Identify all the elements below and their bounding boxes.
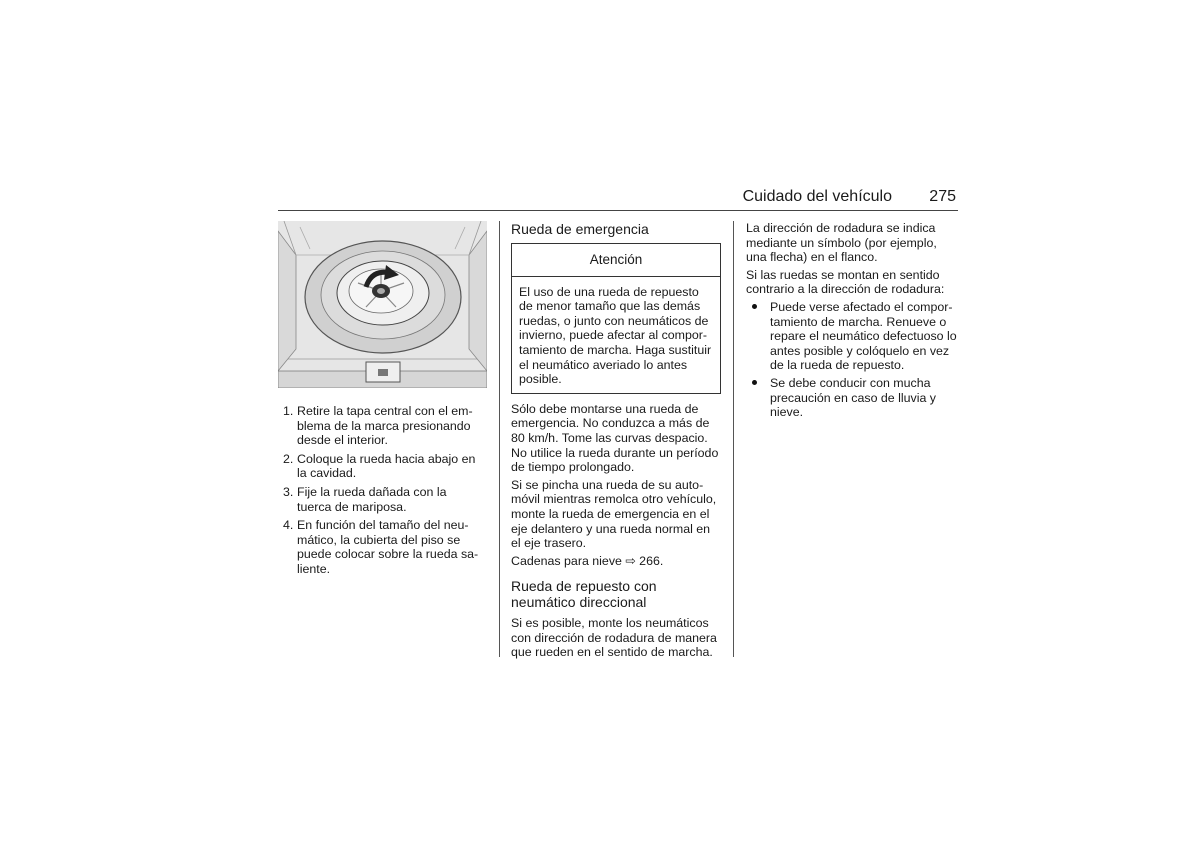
warning-text: El uso de una rueda de repuesto de menor tamaño que las demás ruedas, o junto con neumáticos de invierno, puede afectar al comportamiento de marcha. Haga sustituir el neumático averiado lo antes posible. xyxy=(519,284,712,387)
column-divider-right xyxy=(733,221,734,657)
step-number: 2. xyxy=(283,451,294,466)
paragraph: Si las ruedas se montan en sentido contrario a la dirección de rodadura: xyxy=(746,267,945,297)
step-number: 4. xyxy=(283,518,294,533)
column-3 xyxy=(746,221,958,423)
bullet-icon xyxy=(752,380,757,385)
section-title: Cuidado del vehículo xyxy=(742,188,892,205)
instruction-list xyxy=(278,404,488,577)
bullet-text: Se debe conducir con mucha precaución en caso de lluvia y nieve. xyxy=(770,375,936,420)
heading-directional-tyre: Rueda de repuesto con neumático direccional xyxy=(511,578,657,611)
header-rule xyxy=(278,210,958,211)
paragraph: Si es posible, monte los neumáticos con dirección de rodadura de manera que rueden en el sentido de marcha. xyxy=(511,616,717,660)
paragraph: La dirección de rodadura se indica mediante un símbolo (por ejemplo, una flecha) en el flanco. xyxy=(746,221,937,265)
column-1 xyxy=(278,221,488,581)
cross-reference-link[interactable]: Cadenas para nieve ⇨ 266. xyxy=(511,553,664,568)
list-item xyxy=(278,452,480,481)
warning-title: Atención xyxy=(512,244,720,277)
list-item xyxy=(278,404,480,448)
step-text: Retire la tapa central con el emblema de la marca presionando desde el interior. xyxy=(297,404,473,448)
step-number: 1. xyxy=(283,404,294,418)
list-item xyxy=(746,300,958,373)
bullet-text: Puede verse afectado el comportamiento de marcha. Renueve o repare el neumático defectuoso lo antes posible y colóquelo en vez de la rueda de repuesto. xyxy=(770,299,957,373)
list-item xyxy=(278,518,480,576)
spare-wheel-illustration xyxy=(278,221,487,388)
list-item xyxy=(746,376,958,420)
step-text: Fije la rueda dañada con la tuerca de mariposa. xyxy=(297,484,447,514)
step-number: 3. xyxy=(283,484,294,499)
paragraph: Sólo debe montarse una rueda de emergencia. No conduzca a más de 80 km/h. Tome las curvas despacio. No utilice la rueda durante un período de tiempo prolongado. xyxy=(511,401,719,475)
column-2 xyxy=(511,221,723,663)
paragraph: Si se pincha una rueda de su automóvil mientras remolca otro vehículo, monte la rueda de emergencia en el eje delantero y una rueda normal en el eje trasero. xyxy=(511,477,717,551)
column-divider-left xyxy=(499,221,500,657)
step-text: Coloque la rueda hacia abajo en la cavidad. xyxy=(297,451,476,481)
page-number: 275 xyxy=(929,188,956,205)
bullet-list xyxy=(746,300,958,420)
list-item xyxy=(278,485,480,514)
warning-box xyxy=(511,243,721,394)
step-text: En función del tamaño del neumático, la cubierta del piso se puede colocar sobre la rueda saliente. xyxy=(297,518,479,576)
bullet-icon xyxy=(752,304,757,309)
heading-emergency-wheel: Rueda de emergencia xyxy=(511,221,649,237)
page-header xyxy=(278,188,958,210)
